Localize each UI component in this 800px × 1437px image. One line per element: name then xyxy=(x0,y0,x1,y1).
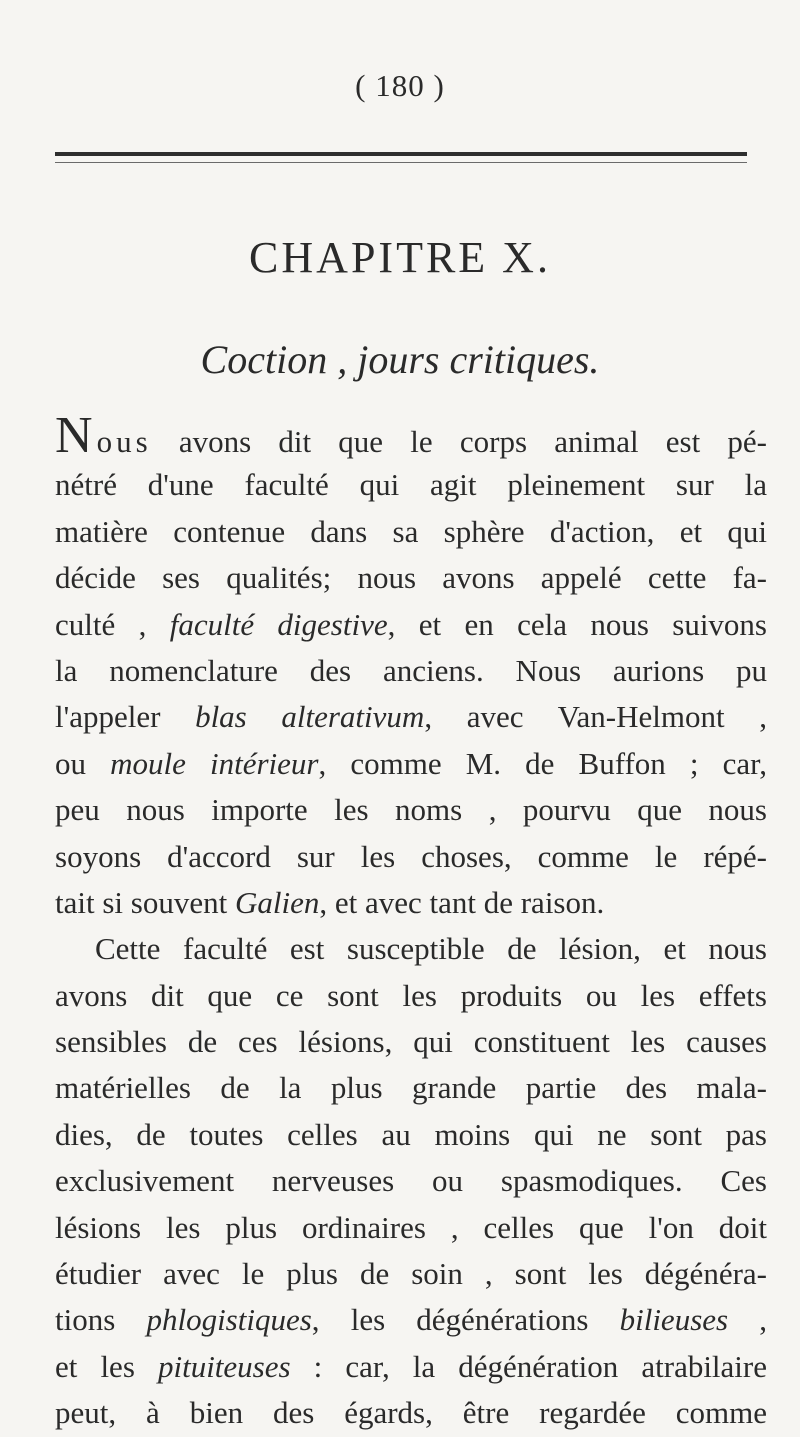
italic-term: blas alterativum xyxy=(195,699,425,735)
body-text xyxy=(55,407,768,1437)
text-span: , et en cela nous suivons xyxy=(387,606,767,642)
italic-term: faculté digestive xyxy=(169,606,388,642)
text-line: soyons d'accord sur les choses, comme le répé- xyxy=(55,838,767,874)
italic-term: phlogistiques xyxy=(146,1302,312,1338)
header-rule-thin xyxy=(55,162,747,163)
text-line xyxy=(55,741,767,787)
text-line: exclusivement nerveuses ou spasmodiques. Ces xyxy=(55,1163,767,1199)
text-span: , avec Van-Helmont , xyxy=(424,699,767,735)
text-line: avons dit que ce sont les produits ou les effets xyxy=(55,977,767,1013)
text-line: la nomenclature des anciens. Nous aurions pu xyxy=(55,652,767,688)
text-span: ou xyxy=(55,745,111,781)
text-line: matérielles de la plus grande partie des mala- xyxy=(55,1070,767,1106)
text-span: avons dit que le corps animal est pé- xyxy=(151,424,767,459)
chapter-subtitle: Coction , jours critiques. xyxy=(200,337,600,382)
small-caps-text: ous xyxy=(96,424,152,459)
text-line xyxy=(55,1344,767,1390)
text-span: culté , xyxy=(55,606,170,642)
header-rule-thick xyxy=(55,152,747,156)
text-line xyxy=(55,602,767,648)
page-number: ( 180 ) xyxy=(355,68,445,103)
text-line: décide ses qualités; nous avons appelé cette fa- xyxy=(55,560,767,596)
text-line xyxy=(55,1297,767,1343)
italic-term: bilieuses xyxy=(619,1302,729,1338)
text-line xyxy=(55,694,767,740)
italic-term: moule intérieur xyxy=(110,745,319,781)
text-line: matière contenue dans sa sphère d'action, et qui xyxy=(55,513,767,549)
text-line: peu nous importe les noms , pourvu que nous xyxy=(55,792,767,828)
italic-term: pituiteuses xyxy=(157,1348,291,1384)
text-line: nétré d'une faculté qui agit pleinement sur la xyxy=(55,467,767,503)
text-span: et les xyxy=(55,1348,158,1384)
text-line xyxy=(55,407,767,464)
text-line: sensibles de ces lésions, qui constituent les causes xyxy=(55,1024,767,1060)
text-line: dies, de toutes celles au moins qui ne sont pas xyxy=(55,1116,767,1152)
text-line: lésions les plus ordinaires , celles que l'on doit xyxy=(55,1209,767,1245)
text-line: Cette faculté est susceptible de lésion, et nous xyxy=(95,931,767,967)
drop-cap: N xyxy=(55,407,93,464)
text-span: l'appeler xyxy=(55,699,196,735)
text-line: peut, à bien des égards, être regardée comme xyxy=(55,1395,767,1431)
text-span: , comme M. de Buffon ; car, xyxy=(318,745,768,781)
text-span: tions xyxy=(55,1302,147,1338)
text-line xyxy=(55,880,767,926)
chapter-title: CHAPITRE X. xyxy=(249,233,551,282)
text-span: tait si souvent xyxy=(55,884,235,920)
text-span: , xyxy=(728,1302,767,1338)
text-span: : car, la dégénération atrabilaire xyxy=(290,1348,768,1384)
italic-term: Galien xyxy=(234,884,320,920)
text-line: étudier avec le plus de soin , sont les dégénéra- xyxy=(55,1256,767,1292)
text-span: , les dégénérations xyxy=(311,1302,620,1338)
text-span: , et avec tant de raison. xyxy=(319,884,605,920)
